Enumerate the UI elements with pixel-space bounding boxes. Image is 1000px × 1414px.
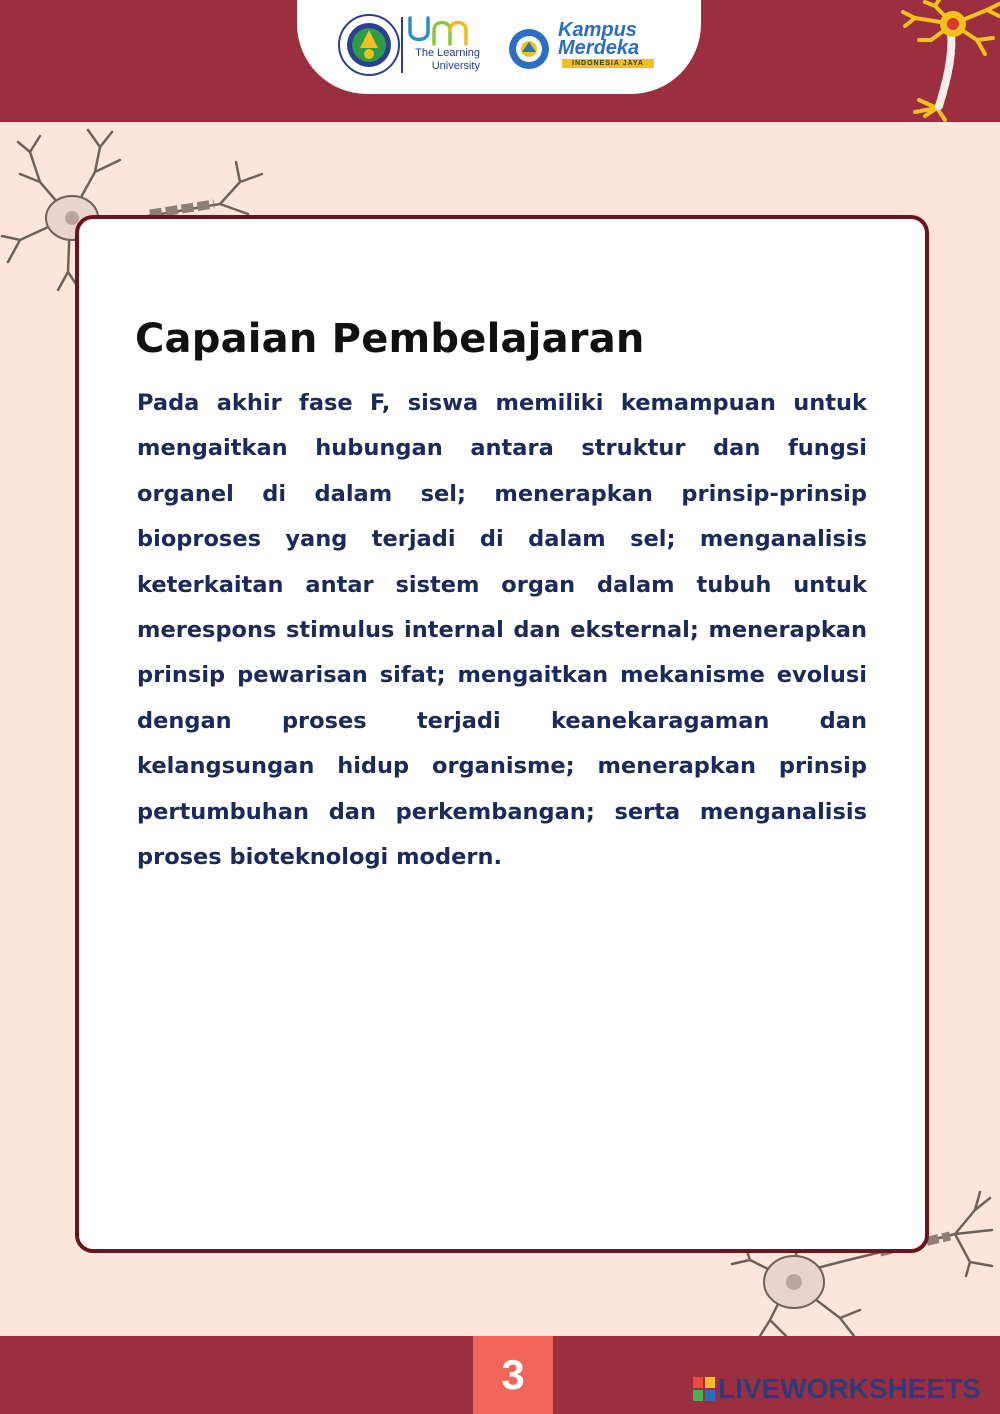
liveworksheets-icon [693, 1377, 715, 1401]
kemendikbud-emblem-icon [508, 28, 550, 70]
kampus-merdeka-word2: Merdeka [558, 37, 640, 59]
um-tagline-line2: University [431, 60, 480, 72]
kampus-merdeka-subtitle: INDONESIA JAYA [562, 59, 654, 68]
page-number: 3 [473, 1336, 553, 1414]
learning-outcome-paragraph: Pada akhir fase F, siswa memiliki kemampuan untuk mengaitkan hubungan antara struktur dan fungsi organel di dalam sel; menerapkan prinsip-prinsip bioproses yang terjadi di dalam sel; menganalisis keterkaitan antar sistem organ dalam tubuh untuk merespons stimulus internal dan eksternal; menerapkan prinsip pewarisan sifat; mengaitkan mekanisme evolusi dengan proses terjadi keanekaragaman dan kelangsungan hidup organisme; menerapkan prinsip pertumbuhan dan perkembangan; serta menganalisis proses bioteknologi modern. [137, 390, 867, 871]
section-title: Capaian Pembelajaran [135, 316, 645, 362]
neuron-top-right-icon [895, 0, 1000, 122]
um-tagline-line1: The Learning [415, 47, 480, 59]
um-logo-icon [406, 16, 482, 46]
kampus-merdeka-word1: Kampus [558, 19, 637, 41]
liveworksheets-brand[interactable]: LIVEWORKSHEETS [718, 1373, 981, 1404]
um-seal-logo-icon [338, 14, 400, 76]
